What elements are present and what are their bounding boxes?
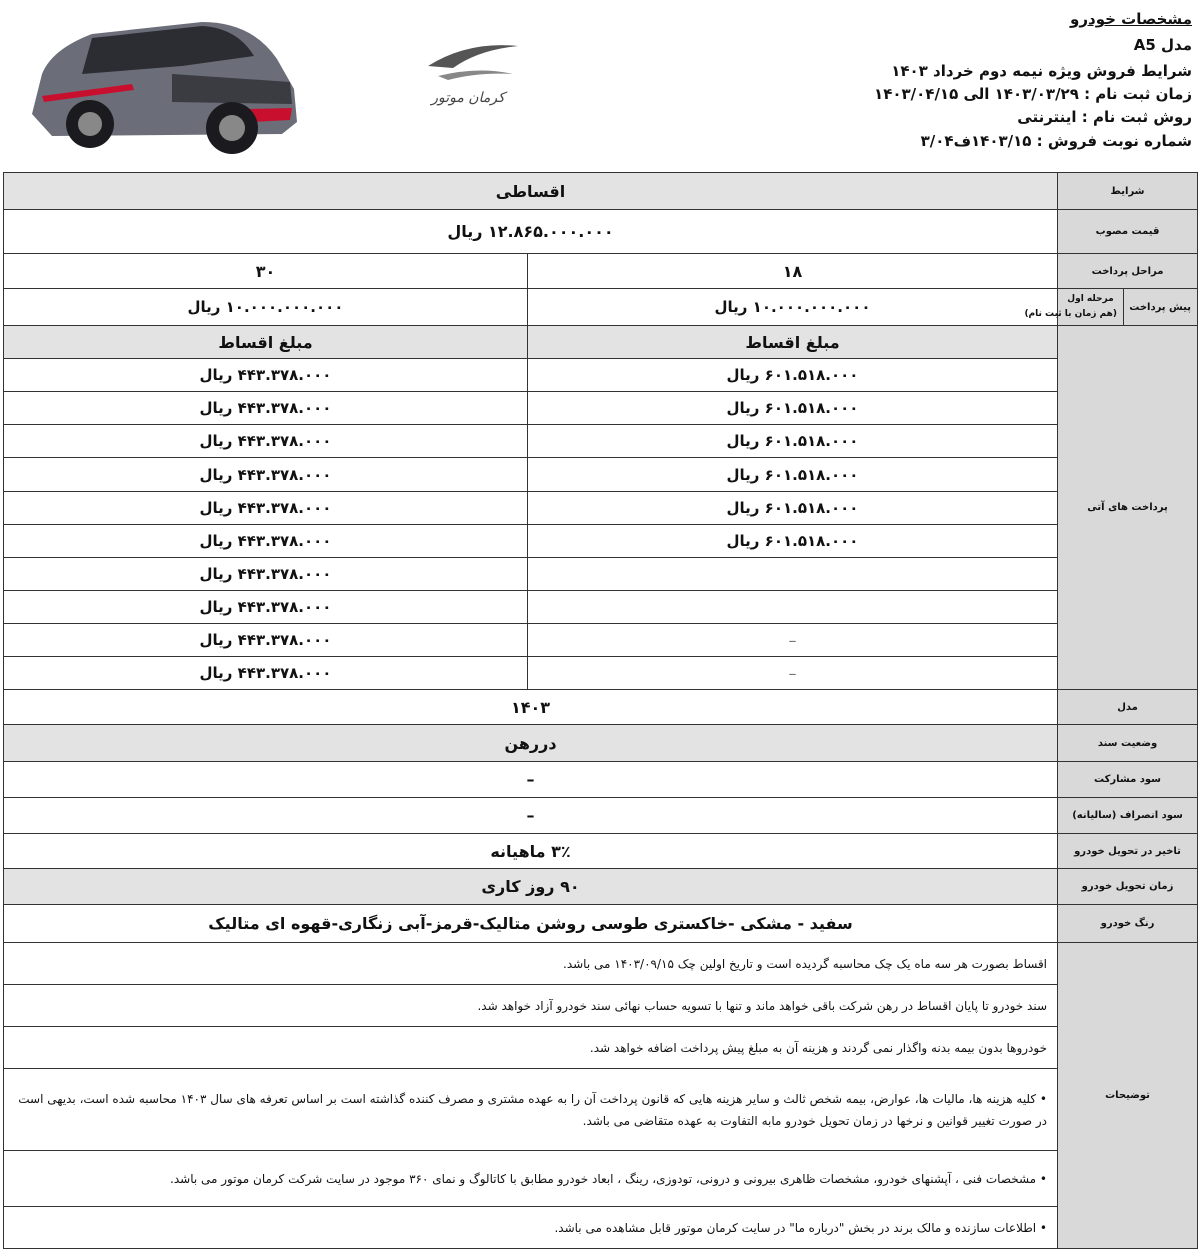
table-row — [4, 985, 1198, 1027]
table-row — [4, 657, 1198, 690]
inst-30-cell: ۴۴۳.۳۷۸.۰۰۰ ریال — [4, 458, 528, 492]
prepay-18: ۱۰.۰۰۰.۰۰۰.۰۰۰ ریال — [528, 289, 1058, 326]
doc-label: وضعیت سند — [1058, 725, 1198, 762]
sale-number: شماره نوبت فروش : ۱۴۰۳/۱۵ف۳/۰۴ — [920, 132, 1192, 150]
inst-18-empty — [528, 558, 1058, 591]
color-value: سفید - مشکی -خاکستری طوسی روشن متالیک-قرمز-آبی زنگاری-قهوه ای متالیک — [4, 905, 1058, 943]
table-row — [4, 326, 1198, 359]
delay-label: تاخیر در تحویل خودرو — [1058, 834, 1198, 869]
inst-18-dash: – — [528, 624, 1058, 657]
logo-mark-icon — [408, 36, 528, 86]
table-row — [4, 905, 1198, 943]
table-row — [4, 869, 1198, 905]
sale-line: شرایط فروش ویژه نیمه دوم خرداد ۱۴۰۳ — [891, 62, 1192, 80]
table-row — [4, 624, 1198, 657]
inst-30-cell: ۴۴۳.۳۷۸.۰۰۰ ریال — [4, 392, 528, 425]
table-row — [4, 1069, 1198, 1151]
inst-header-30: مبلغ اقساط — [4, 326, 528, 359]
inst-18-cell: ۶۰۱.۵۱۸.۰۰۰ ریال — [528, 458, 1058, 492]
model-value: ۱۴۰۳ — [4, 690, 1058, 725]
cancel-value: – — [4, 798, 1058, 834]
car-image — [22, 4, 302, 164]
note-6: • اطلاعات سازنده و مالک برند در بخش "درباره ما" در سایت کرمان موتور قابل مشاهده می باشد. — [4, 1207, 1058, 1249]
inst-30-cell: ۴۴۳.۳۷۸.۰۰۰ ریال — [4, 657, 528, 690]
conditions-value: اقساطی — [4, 173, 1058, 210]
note-4: • کلیه هزینه ها، مالیات ها، عوارض، بیمه شخص ثالث و سایر هزینه هایی که قانون پرداخت آن را به عهده مشتری و مصرف کننده گذاشته است بر اساس تعرفه های سال ۱۴۰۳ محاسبه شده است، بدیهی است در صورت تغییر قوانین و نرخها در زمان تحویل خودرو مابه التفاوت به عهده متقاضی می باشد. — [4, 1069, 1058, 1151]
inst-30-cell: ۴۴۳.۳۷۸.۰۰۰ ریال — [4, 525, 528, 558]
note-1: اقساط بصورت هر سه ماه یک چک محاسبه گردیده است و تاریخ اولین چک ۱۴۰۳/۰۹/۱۵ می باشد. — [4, 943, 1058, 985]
color-label: رنگ خودرو — [1058, 905, 1198, 943]
inst-18-cell: ۶۰۱.۵۱۸.۰۰۰ ریال — [528, 525, 1058, 558]
table-row — [4, 690, 1198, 725]
reg-time: زمان ثبت نام : ۱۴۰۳/۰۳/۲۹ الی ۱۴۰۳/۰۴/۱۵ — [874, 85, 1192, 103]
table-row — [4, 725, 1198, 762]
stage-30: ۳۰ — [4, 254, 528, 289]
table-row — [4, 289, 1198, 326]
stages-label: مراحل پرداخت — [1058, 254, 1198, 289]
table-row — [4, 210, 1198, 254]
reg-method: روش ثبت نام : اینترنتی — [1017, 108, 1192, 126]
first-stage-sub: (هم زمان با ثبت نام) — [1024, 309, 1118, 319]
table-row — [4, 254, 1198, 289]
inst-30-cell: ۴۴۳.۳۷۸.۰۰۰ ریال — [4, 359, 528, 392]
first-stage-title: مرحله اول — [1067, 294, 1114, 304]
inst-header-18: مبلغ اقساط — [528, 326, 1058, 359]
inst-18-cell: ۶۰۱.۵۱۸.۰۰۰ ریال — [528, 492, 1058, 525]
table-row — [4, 525, 1198, 558]
inst-18-cell: ۶۰۱.۵۱۸.۰۰۰ ریال — [528, 392, 1058, 425]
table-row — [4, 425, 1198, 458]
first-stage-label — [1024, 289, 1124, 326]
inst-30-cell: ۴۴۳.۳۷۸.۰۰۰ ریال — [4, 492, 528, 525]
inst-18-dash: – — [528, 657, 1058, 690]
logo-text: کرمان موتور — [431, 90, 505, 106]
price-label: قیمت مصوب — [1058, 210, 1198, 254]
spec-title: مشخصات خودرو — [1070, 10, 1192, 28]
inst-18-cell: ۶۰۱.۵۱۸.۰۰۰ ریال — [528, 425, 1058, 458]
price-value: ۱۲.۸۶۵.۰۰۰.۰۰۰ ریال — [4, 210, 1058, 254]
table-row — [4, 762, 1198, 798]
inst-18-cell: ۶۰۱.۵۱۸.۰۰۰ ریال — [528, 359, 1058, 392]
delivery-value: ۹۰ روز کاری — [4, 869, 1058, 905]
table-row — [4, 1207, 1198, 1249]
inst-30-cell: ۴۴۳.۳۷۸.۰۰۰ ریال — [4, 425, 528, 458]
delay-value: ۳٪ ماهیانه — [4, 834, 1058, 869]
delivery-label: زمان تحویل خودرو — [1058, 869, 1198, 905]
inst-30-cell: ۴۴۳.۳۷۸.۰۰۰ ریال — [4, 591, 528, 624]
table-row — [4, 359, 1198, 392]
note-5: • مشخصات فنی ، آپشنهای خودرو، مشخصات ظاهری بیرونی و درونی، تودوزی، رینگ ، ابعاد خودرو مطابق با کاتالوگ و نمای ۳۶۰ موجود در سایت شرکت کرمان موتور می باشد. — [4, 1151, 1058, 1207]
table-row — [4, 1027, 1198, 1069]
cancel-label: سود انصراف (سالیانه) — [1058, 798, 1198, 834]
page-header — [0, 0, 1200, 172]
sales-table — [3, 172, 1198, 1249]
header-info — [672, 6, 1192, 152]
partnership-label: سود مشارکت — [1058, 762, 1198, 798]
table-row — [4, 492, 1198, 525]
prepay-label: پیش پرداخت — [1124, 289, 1198, 326]
table-row — [4, 458, 1198, 492]
table-row — [4, 943, 1198, 985]
inst-18-empty — [528, 591, 1058, 624]
note-3: خودروها بدون بیمه بدنه واگذار نمی گردند و هزینه آن به مبلغ پیش پرداخت اضافه خواهد شد. — [4, 1027, 1058, 1069]
table-row — [4, 558, 1198, 591]
table-row — [4, 591, 1198, 624]
future-payments-label: پرداخت های آتی — [1058, 326, 1198, 690]
model-line: مدل A5 — [1133, 36, 1192, 54]
note-2: سند خودرو تا پایان اقساط در رهن شرکت باقی خواهد ماند و تنها با تسویه حساب نهائی سند خودرو آزاد خواهد شد. — [4, 985, 1058, 1027]
prepay-30: ۱۰.۰۰۰.۰۰۰.۰۰۰ ریال — [4, 289, 528, 326]
notes-label: توضیحات — [1058, 943, 1198, 1249]
table-row — [4, 392, 1198, 425]
table-row — [4, 798, 1198, 834]
table-row — [4, 834, 1198, 869]
inst-30-cell: ۴۴۳.۳۷۸.۰۰۰ ریال — [4, 558, 528, 591]
conditions-label: شرایط — [1058, 173, 1198, 210]
doc-value: دررهن — [4, 725, 1058, 762]
table-row — [4, 173, 1198, 210]
partnership-value: – — [4, 762, 1058, 798]
kerman-motor-logo — [408, 36, 528, 116]
model-label: مدل — [1058, 690, 1198, 725]
table-row — [4, 1151, 1198, 1207]
inst-30-cell: ۴۴۳.۳۷۸.۰۰۰ ریال — [4, 624, 528, 657]
stage-18: ۱۸ — [528, 254, 1058, 289]
